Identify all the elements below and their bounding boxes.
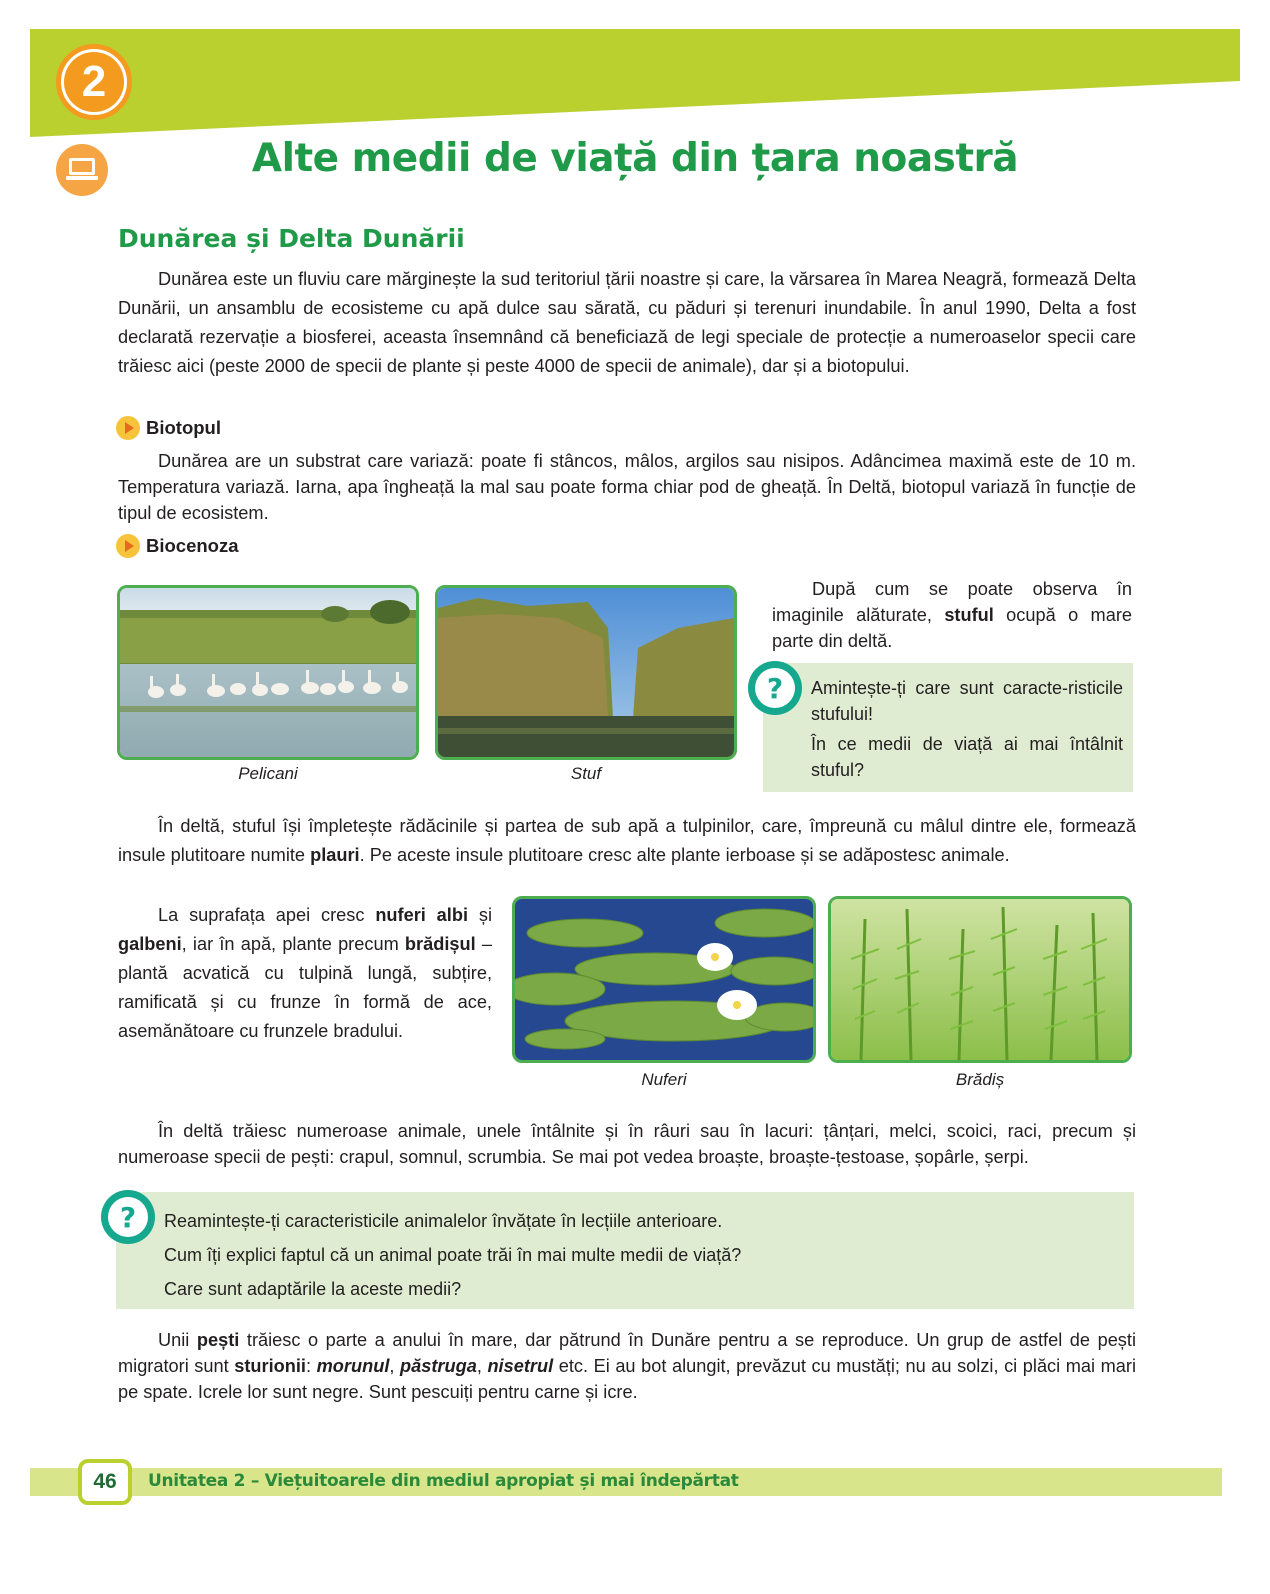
animale-text: În deltă trăiesc numeroase animale, unele întâlnite și în râuri sau în lacuri: țânțari, melci, scoici, raci, precum și numeroase specii de pești: crapul, somnul, scrumbia. Se mai pot vedea broaște, broaște-țestoase, șopârle, șerpi. xyxy=(118,1121,1136,1167)
question-animale-line1: Reamintește-ți caracteristicile animalelor învățate în lecțiile anterioare. xyxy=(164,1211,723,1231)
page-title: Alte medii de viață din țara noastră xyxy=(251,136,1019,181)
question-box-stuf xyxy=(763,663,1133,792)
pesti-text-4: , xyxy=(389,1356,400,1376)
header-band xyxy=(30,29,1240,139)
question-animale-line3: Care sunt adaptările la aceste medii? xyxy=(164,1279,462,1299)
nuferi-caption: Nuferi xyxy=(641,1070,687,1089)
pesti-text-6: etc. Ei au bot alungit, prevăzut cu mustăți; nu au solzi, ci plăci mai mari pe spate. Icrele lor sunt negre. Sunt pescuiți pentru carne și icre. xyxy=(118,1356,1136,1402)
nuferi-bold-1: nuferi albi xyxy=(375,905,469,925)
question-box-animale xyxy=(116,1192,1134,1309)
plauri-text-after: . Pe aceste insule plutitoare cresc alte plante ierboase și se adăpostesc animale. xyxy=(359,845,1010,865)
plauri-paragraph xyxy=(118,812,1136,870)
plauri-text-before: În deltă, stuful își împletește rădăcinile și partea de sub apă a tulpinilor, care, împreună cu mâlul dintre ele, formează insule plutitoare numite xyxy=(118,816,1136,865)
pesti-bold-italic-3: nisetrul xyxy=(487,1356,554,1376)
question-stuf-line1: Amintește-ți care sunt caracte-risticile stufului! xyxy=(811,678,1123,724)
pesti-text-2: trăiesc o parte a anului în mare, dar pătrund în Dunăre pentru a se reproduce. Un grup de astfel de pești migratori sunt xyxy=(118,1330,1136,1376)
computer-icon[interactable] xyxy=(56,144,108,196)
biotop-text: Dunărea are un substrat care variază: poate fi stâncos, mâlos, argilos sau nisipos. Adâncimea maximă este de 10 m. Temperatura variază. Iarna, apa îngheață la mal sau poate forma chiar pod de gheață. În Deltă, biotopul variază în funcție de tipul de ecosistem. xyxy=(118,451,1136,523)
pesti-bold-italic-1: morunul xyxy=(316,1356,390,1376)
pesti-bold-1: pești xyxy=(196,1330,240,1350)
question-stuf-line2: În ce medii de viață ai mai întâlnit stuful? xyxy=(811,734,1123,780)
lesson-number-badge xyxy=(56,44,132,120)
biotop-paragraph xyxy=(118,448,1136,526)
footer-unit-text: Unitatea 2 – Viețuitoarele din mediul apropiat și mai îndepărtat xyxy=(148,1471,739,1491)
stuf-photo xyxy=(435,585,737,760)
nuferi-bold-2: galbeni xyxy=(118,934,182,954)
pesti-paragraph xyxy=(118,1327,1136,1405)
side-paragraph xyxy=(772,576,1132,654)
pelicani-caption: Pelicani xyxy=(238,764,298,783)
question-animale-line2: Cum îți explici faptul că un animal poate trăi în mai multe medii de viață? xyxy=(164,1245,742,1265)
nuferi-photo xyxy=(512,896,816,1063)
pesti-text-1: Unii xyxy=(158,1330,197,1350)
pelicani-photo xyxy=(117,585,419,760)
pesti-bold-2: sturionii xyxy=(234,1356,306,1376)
question-icon: ? xyxy=(101,1190,155,1244)
nuferi-text-2: și xyxy=(468,905,492,925)
animale-paragraph xyxy=(118,1118,1136,1170)
page-number: 46 xyxy=(78,1459,132,1505)
question-icon: ? xyxy=(748,661,802,715)
pesti-text-3: : xyxy=(306,1356,317,1376)
bradis-caption: Brădiș xyxy=(955,1070,1005,1089)
biotop-heading-text: Biotopul xyxy=(146,417,222,438)
intro-text: Dunărea este un fluviu care mărginește la sud teritoriul țării noastre și care, la vărsarea în Marea Neagră, formează Delta Dunării, un ansamblu de ecosisteme cu apă dulce sau sărată, cu păduri și terenuri inundabile. În anul 1990, Delta a fost declarată rezervație a biosferei, aceasta însemnând că beneficiază de legi speciale de protecție a numeroaselor specii care trăiesc aici (peste 2000 de specii de plante și peste 4000 de specii de animale), dar și a biotopului. xyxy=(118,269,1136,376)
nuferi-text-3: , iar în apă, plante precum xyxy=(181,934,405,954)
intro-paragraph xyxy=(118,265,1136,381)
pesti-text-5: , xyxy=(476,1356,488,1376)
nuferi-paragraph xyxy=(118,901,492,1046)
pesti-bold-italic-2: păstruga xyxy=(400,1356,477,1376)
section-title: Dunărea și Delta Dunării xyxy=(118,224,465,253)
plauri-text-bold: plauri xyxy=(310,845,360,865)
play-bullet-icon xyxy=(116,534,140,558)
bradis-photo xyxy=(828,896,1132,1063)
side-text-bold: stuful xyxy=(944,605,994,625)
nuferi-bold-3: brădișul xyxy=(404,934,476,954)
biotop-heading xyxy=(116,416,221,440)
stuf-caption: Stuf xyxy=(570,764,602,783)
lesson-number: 2 xyxy=(64,52,124,112)
biocenoza-heading xyxy=(116,534,239,558)
side-text-before: După cum se poate observa în imaginile alăturate, xyxy=(772,579,1132,625)
nuferi-text-1: La suprafața apei cresc xyxy=(158,905,376,925)
nuferi-text-4: – plantă acvatică cu tulpină lungă, subțire, ramificată și cu frunze în formă de ace, asemănătoare cu frunzele bradului. xyxy=(118,934,492,1041)
biocenoza-heading-text: Biocenoza xyxy=(146,535,239,556)
side-text-after: ocupă o mare parte din deltă. xyxy=(772,605,1132,651)
play-bullet-icon xyxy=(116,416,140,440)
